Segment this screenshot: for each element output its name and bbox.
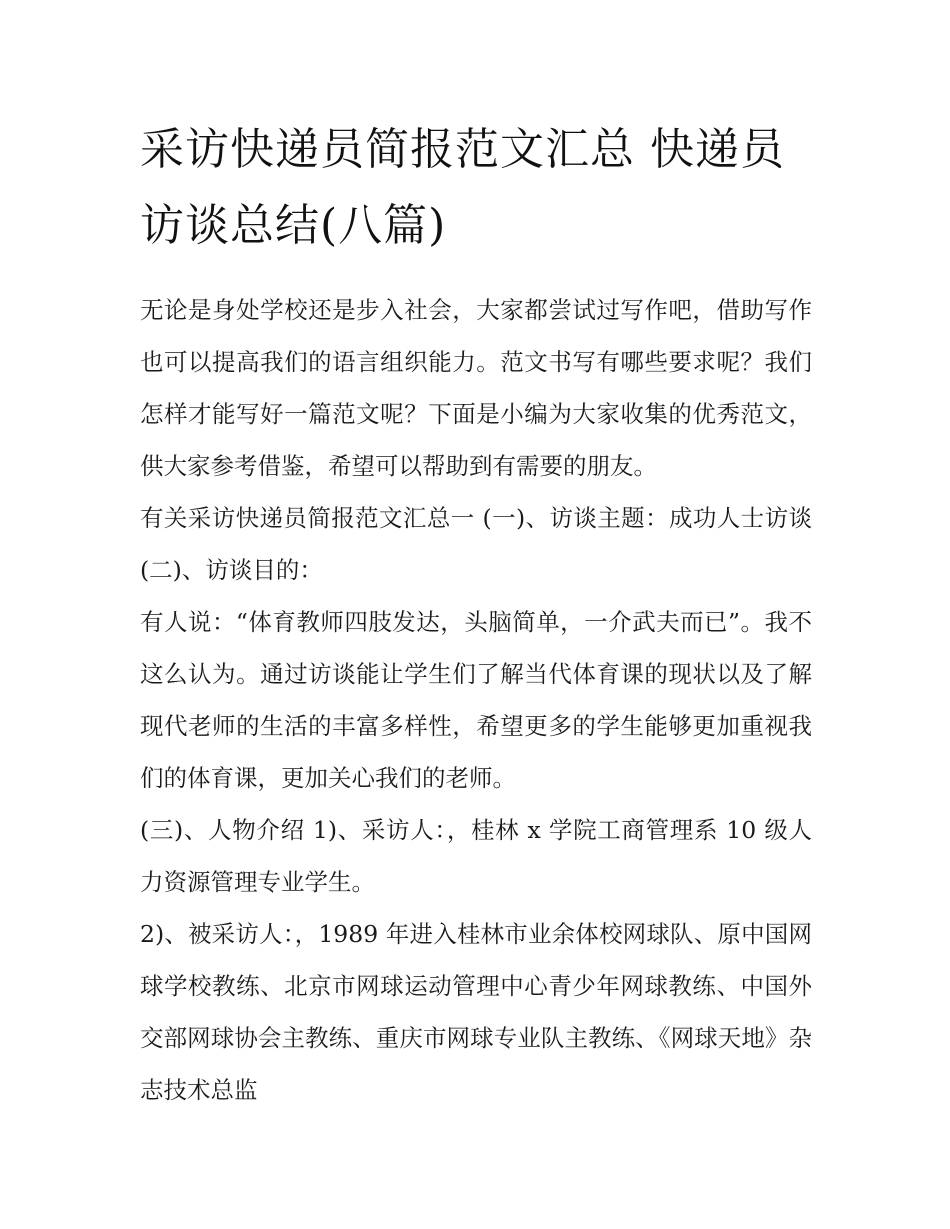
interviewer-paragraph: (三)、人物介绍 1)、采访人：，桂林 x 学院工商管理系 10 级人力资源管理专业学生。 xyxy=(140,816,812,896)
section-one-paragraph: 有关采访快递员简报范文汇总一 (一)、访谈主题：成功人士访谈 (二)、访谈目的： xyxy=(140,504,812,584)
document-page xyxy=(140,112,812,1116)
document-title: 采访快递员简报范文汇总 快递员访谈总结(八篇) xyxy=(140,124,785,251)
interview-purpose-paragraph: 有人说：“体育教师四肢发达，头脑简单，一介武夫而已”。我不这么认为。通过访谈能让学生们了解当代体育课的现状以及了解现代老师的生活的丰富多样性，希望更多的学生能够更加重视我们的体育课，更加关心我们的老师。 xyxy=(140,608,812,792)
interviewee-paragraph: 2)、被采访人：，1989 年进入桂林市业余体校网球队、原中国网球学校教练、北京市网球运动管理中心青少年网球教练、中国外交部网球协会主教练、重庆市网球专业队主教练、《网球天地》杂志技术总监 xyxy=(140,920,812,1104)
intro-paragraph: 无论是身处学校还是步入社会，大家都尝试过写作吧，借助写作也可以提高我们的语言组织能力。范文书写有哪些要求呢？我们怎样才能写好一篇范文呢？下面是小编为大家收集的优秀范文，供大家参考借鉴，希望可以帮助到有需要的朋友。 xyxy=(140,296,812,480)
